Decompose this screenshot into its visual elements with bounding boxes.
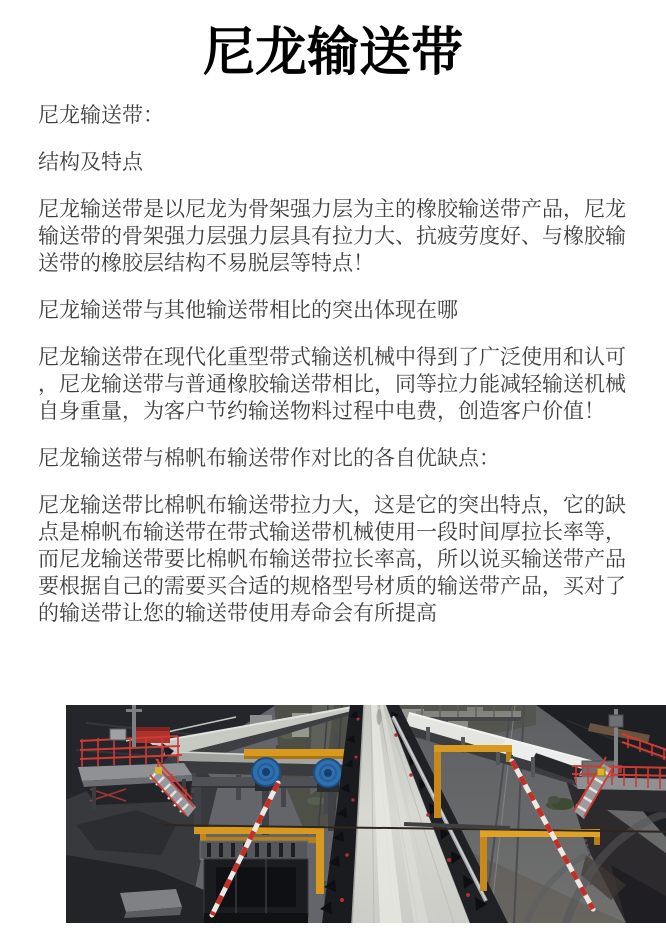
paragraph-structure: 尼龙输送带是以尼龙为骨架强力层为主的橡胶输送带产品，尼龙输送带的骨架强力层强力层具有拉力大、抗疲劳度好、与橡胶输送带的橡胶层结构不易脱层等特点！ (38, 198, 626, 275)
paragraph-subhead: 结构及特点 (38, 151, 143, 174)
blue-drum-right (314, 759, 342, 792)
article-body (0, 102, 666, 627)
paragraph-lead: 尼龙输送带： (38, 104, 164, 127)
paragraph-compare-head: 尼龙输送带与棉帆布输送带作对比的各自优缺点： (38, 447, 500, 470)
page-title: 尼龙输送带 (202, 24, 463, 82)
paragraph-question: 尼龙输送带与其他输送带相比的突出体现在哪 (38, 299, 458, 322)
conveyor-belt-photo (66, 705, 666, 923)
paragraph-advantage: 尼龙输送带在现代化重型带式输送机械中得到了广泛使用和认可，尼龙输送带与普通橡胶输送带相比，同等拉力能减轻输送机械自身重量，为客户节约输送物料过程中电费，创造客户价值！ (38, 346, 626, 423)
paragraph-compare: 尼龙输送带比棉帆布输送带拉力大，这是它的突出特点，它的缺点是棉帆布输送带在带式输送带机械使用一段时间厚拉长率等，而尼龙输送带要比棉帆布输送带拉长率高，所以说买输送带产品要根据自己的需要买合适的规格型号材质的输送带产品，买对了的输送带让您的输送带使用寿命会有所提高 (38, 494, 626, 625)
